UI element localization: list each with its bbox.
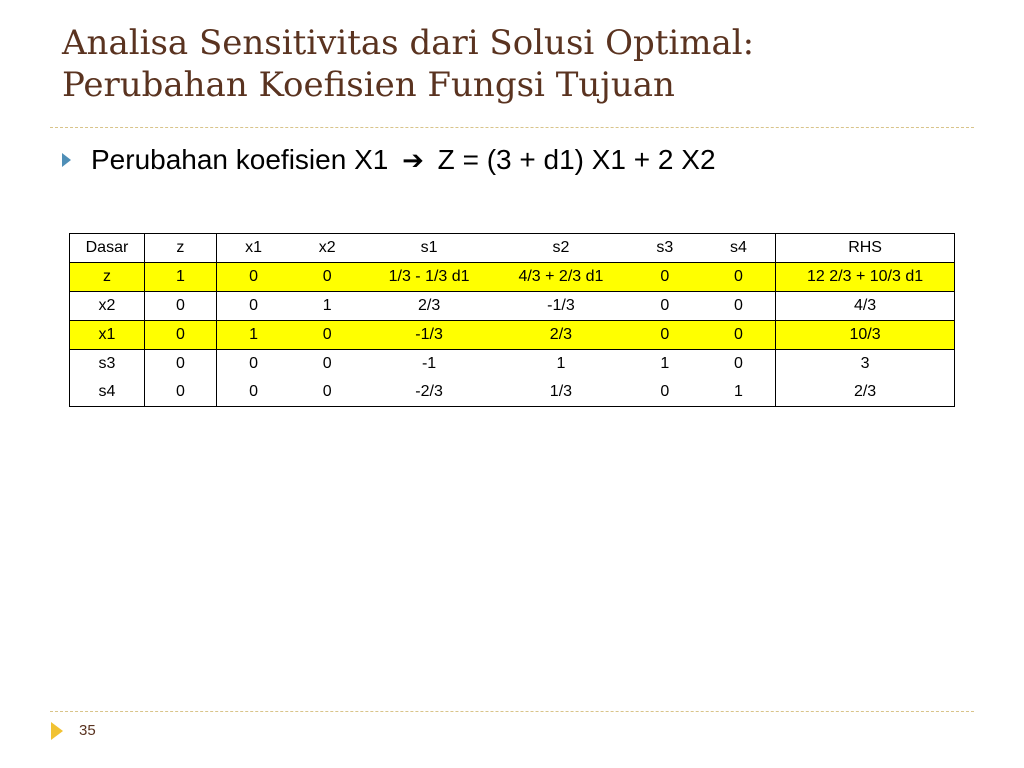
cell: 0 [216, 350, 290, 379]
cell: 0 [216, 378, 290, 407]
cell: 0 [628, 321, 702, 350]
cell: 12 2/3 + 10/3 d1 [776, 263, 955, 292]
cell: 1 [216, 321, 290, 350]
cell: x1 [70, 321, 145, 350]
cell: 2/3 [776, 378, 955, 407]
page-number: 35 [79, 722, 96, 739]
title-divider [50, 127, 974, 128]
header-dasar: Dasar [70, 234, 145, 263]
footer-triangle-icon [51, 722, 63, 740]
slide-title-line-1: Analisa Sensitivitas dari Solusi Optimal: [62, 23, 755, 63]
cell: 10/3 [776, 321, 955, 350]
cell: s4 [98, 383, 116, 400]
bullet-point [62, 144, 716, 176]
slide-title [62, 22, 982, 106]
header-x2: x2 [290, 234, 364, 263]
cell: 4/3 [776, 292, 955, 321]
cell: 2/3 [494, 321, 628, 350]
cell: 0 [660, 383, 670, 400]
cell: 1 [734, 383, 743, 400]
bullet-text-before: Perubahan koefisien X1 [91, 144, 397, 175]
cell: 0 [322, 383, 332, 400]
slide-title-line-2: Perubahan Koefisien Fungsi Tujuan [62, 65, 675, 105]
cell: 3 [776, 350, 955, 379]
header-s4: s4 [702, 234, 776, 263]
cell: 1 [290, 292, 364, 321]
cell: 0 [216, 292, 290, 321]
cell: s3 [98, 355, 116, 372]
header-z: z [144, 234, 216, 263]
cell: 4/3 + 2/3 d1 [494, 263, 628, 292]
cell: 0 [628, 292, 702, 321]
cell: 0 [702, 263, 776, 292]
table-row [70, 292, 955, 321]
cell: 1 [556, 355, 566, 372]
cell: z [70, 263, 145, 292]
bullet-triangle-icon [62, 153, 71, 167]
footer-divider [50, 711, 974, 712]
cell: 0 [322, 355, 332, 372]
header-x1: x1 [216, 234, 290, 263]
cell: 0 [216, 263, 290, 292]
bullet-text [91, 144, 716, 176]
cell: 0 [734, 355, 743, 372]
cell: -2/3 [415, 383, 443, 400]
table-row [70, 350, 955, 379]
cell: 2/3 [364, 292, 494, 321]
cell: 0 [144, 350, 216, 379]
header-s2: s2 [494, 234, 628, 263]
cell: -1 [421, 355, 437, 372]
cell: 0 [144, 292, 216, 321]
table-row [70, 378, 955, 407]
cell: 1/3 [549, 383, 573, 400]
header-s1: s1 [364, 234, 494, 263]
right-arrow-icon: ➔ [402, 145, 424, 175]
table-row [70, 321, 955, 350]
table-header-row [70, 234, 955, 263]
cell: 0 [144, 321, 216, 350]
cell: 0 [290, 263, 364, 292]
cell: 0 [144, 378, 216, 407]
simplex-tableau [69, 233, 955, 407]
header-s3: s3 [628, 234, 702, 263]
table-row [70, 263, 955, 292]
cell: -1/3 [364, 321, 494, 350]
cell: 0 [628, 263, 702, 292]
bullet-text-after: Z = (3 + d1) X1 + 2 X2 [429, 144, 716, 175]
header-rhs: RHS [776, 234, 955, 263]
cell: x2 [70, 292, 145, 321]
cell: -1/3 [494, 292, 628, 321]
cell: 0 [290, 321, 364, 350]
cell: 0 [702, 321, 776, 350]
cell: 1 [144, 263, 216, 292]
cell: 0 [702, 292, 776, 321]
cell: 1/3 - 1/3 d1 [364, 263, 494, 292]
cell: 1 [660, 355, 670, 372]
